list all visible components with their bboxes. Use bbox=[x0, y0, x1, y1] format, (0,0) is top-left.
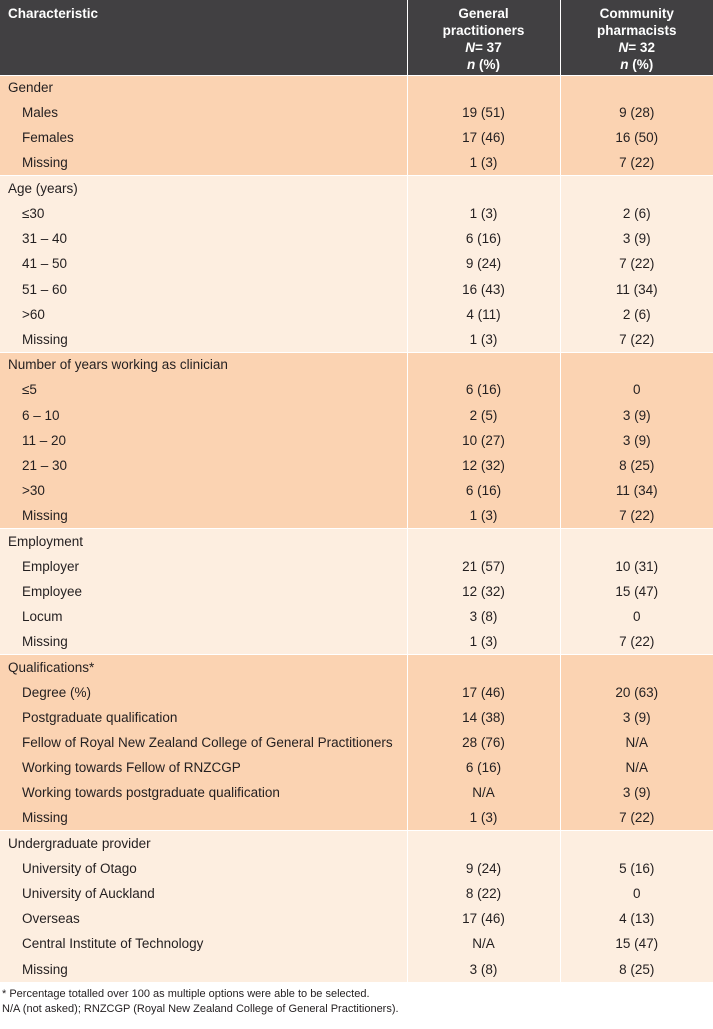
row-label: Degree (%) bbox=[0, 680, 407, 705]
gp-value-cell: 6 (16) bbox=[407, 755, 560, 780]
section-label: Employment bbox=[0, 528, 407, 553]
header-gp-pct-n: n bbox=[467, 57, 476, 72]
header-gp-line2: practitioners bbox=[442, 23, 525, 38]
row-label: 51 – 60 bbox=[0, 277, 407, 302]
cp-value-cell: 7 (22) bbox=[560, 151, 713, 176]
table-row bbox=[0, 302, 713, 327]
row-label: >60 bbox=[0, 302, 407, 327]
row-label: ≤30 bbox=[0, 201, 407, 226]
row-label: Employee bbox=[0, 579, 407, 604]
row-label: Working towards Fellow of RNZCGP bbox=[0, 755, 407, 780]
row-label: 6 – 10 bbox=[0, 402, 407, 427]
table-section-row bbox=[0, 352, 713, 377]
section-label: Undergraduate provider bbox=[0, 831, 407, 856]
table-section-row bbox=[0, 654, 713, 679]
gp-value-cell: 28 (76) bbox=[407, 730, 560, 755]
cp-value-cell: 11 (34) bbox=[560, 277, 713, 302]
cp-value-cell: 0 bbox=[560, 604, 713, 629]
cp-value-cell bbox=[560, 831, 713, 856]
row-label: ≤5 bbox=[0, 377, 407, 402]
header-characteristic-label: Characteristic bbox=[8, 6, 99, 21]
row-label: Postgraduate qualification bbox=[0, 705, 407, 730]
gp-value-cell: 3 (8) bbox=[407, 957, 560, 982]
cp-value-cell bbox=[560, 654, 713, 679]
gp-value-cell: 17 (46) bbox=[407, 906, 560, 931]
table-row bbox=[0, 931, 713, 956]
table-row bbox=[0, 730, 713, 755]
table-row bbox=[0, 125, 713, 150]
cp-value-cell: 2 (6) bbox=[560, 201, 713, 226]
table-row bbox=[0, 554, 713, 579]
cp-value-cell: N/A bbox=[560, 730, 713, 755]
cp-value-cell: 3 (9) bbox=[560, 226, 713, 251]
gp-value-cell: N/A bbox=[407, 931, 560, 956]
gp-value-cell: 1 (3) bbox=[407, 201, 560, 226]
gp-value-cell: 19 (51) bbox=[407, 100, 560, 125]
section-label: Age (years) bbox=[0, 176, 407, 201]
gp-value-cell bbox=[407, 75, 560, 100]
table-row bbox=[0, 151, 713, 176]
table-section-row bbox=[0, 831, 713, 856]
cp-value-cell: 7 (22) bbox=[560, 805, 713, 830]
header-cp-pct bbox=[569, 56, 706, 73]
row-label: Central Institute of Technology bbox=[0, 931, 407, 956]
table-row bbox=[0, 755, 713, 780]
cp-value-cell: 7 (22) bbox=[560, 503, 713, 528]
row-label: Missing bbox=[0, 629, 407, 654]
table-section-row bbox=[0, 176, 713, 201]
cp-value-cell: 10 (31) bbox=[560, 554, 713, 579]
table-row bbox=[0, 503, 713, 528]
row-label: Missing bbox=[0, 805, 407, 830]
cp-value-cell: 7 (22) bbox=[560, 327, 713, 352]
gp-value-cell: 6 (16) bbox=[407, 226, 560, 251]
row-label: Missing bbox=[0, 503, 407, 528]
row-label: Females bbox=[0, 125, 407, 150]
row-label: University of Auckland bbox=[0, 881, 407, 906]
footnote-asterisk: * Percentage totalled over 100 as multiple options were able to be selected. bbox=[2, 987, 370, 1000]
table-row bbox=[0, 428, 713, 453]
header-cp-n bbox=[569, 39, 706, 56]
table-row bbox=[0, 906, 713, 931]
section-label: Number of years working as clinician bbox=[0, 352, 407, 377]
section-label: Qualifications* bbox=[0, 654, 407, 679]
table-footnotes bbox=[0, 982, 713, 1017]
cp-value-cell: 15 (47) bbox=[560, 579, 713, 604]
gp-value-cell: 1 (3) bbox=[407, 805, 560, 830]
table-section-row bbox=[0, 75, 713, 100]
table-row bbox=[0, 478, 713, 503]
row-label: 41 – 50 bbox=[0, 251, 407, 276]
cp-value-cell: 0 bbox=[560, 377, 713, 402]
cp-value-cell: 15 (47) bbox=[560, 931, 713, 956]
gp-value-cell: 12 (32) bbox=[407, 453, 560, 478]
cp-value-cell: 3 (9) bbox=[560, 402, 713, 427]
table-row bbox=[0, 100, 713, 125]
table-row bbox=[0, 201, 713, 226]
table-row bbox=[0, 402, 713, 427]
row-label: Working towards postgraduate qualification bbox=[0, 780, 407, 805]
row-label: Employer bbox=[0, 554, 407, 579]
cp-value-cell: 9 (28) bbox=[560, 100, 713, 125]
gp-value-cell: 14 (38) bbox=[407, 705, 560, 730]
cp-value-cell: 8 (25) bbox=[560, 453, 713, 478]
gp-value-cell bbox=[407, 528, 560, 553]
cp-value-cell: 7 (22) bbox=[560, 251, 713, 276]
cp-value-cell: N/A bbox=[560, 755, 713, 780]
row-label: Missing bbox=[0, 327, 407, 352]
row-label: Missing bbox=[0, 957, 407, 982]
header-cp-line2: pharmacists bbox=[596, 23, 677, 38]
footnote-abbreviations: N/A (not asked); RNZCGP (Royal New Zealand College of General Practitioners). bbox=[2, 1002, 399, 1015]
table-row bbox=[0, 251, 713, 276]
cp-value-cell: 7 (22) bbox=[560, 629, 713, 654]
row-label: University of Otago bbox=[0, 856, 407, 881]
row-label: Missing bbox=[0, 151, 407, 176]
gp-value-cell: N/A bbox=[407, 780, 560, 805]
table-row bbox=[0, 226, 713, 251]
table-row bbox=[0, 881, 713, 906]
row-label: Overseas bbox=[0, 906, 407, 931]
section-label: Gender bbox=[0, 75, 407, 100]
cp-value-cell bbox=[560, 176, 713, 201]
row-label: 21 – 30 bbox=[0, 453, 407, 478]
table-row bbox=[0, 277, 713, 302]
header-gp-pct bbox=[416, 56, 552, 73]
table-section-row bbox=[0, 528, 713, 553]
header-cp-line1: Community bbox=[599, 6, 674, 21]
gp-value-cell: 8 (22) bbox=[407, 881, 560, 906]
gp-value-cell: 17 (46) bbox=[407, 680, 560, 705]
cp-value-cell: 16 (50) bbox=[560, 125, 713, 150]
row-label: Males bbox=[0, 100, 407, 125]
row-label: Locum bbox=[0, 604, 407, 629]
gp-value-cell: 2 (5) bbox=[407, 402, 560, 427]
cp-value-cell: 3 (9) bbox=[560, 780, 713, 805]
header-gp-n-value: = 37 bbox=[475, 40, 502, 55]
gp-value-cell: 1 (3) bbox=[407, 327, 560, 352]
gp-value-cell: 1 (3) bbox=[407, 151, 560, 176]
cp-value-cell: 0 bbox=[560, 881, 713, 906]
row-label: Fellow of Royal New Zealand College of General Practitioners bbox=[0, 730, 407, 755]
table-row bbox=[0, 453, 713, 478]
table-row bbox=[0, 780, 713, 805]
gp-value-cell: 21 (57) bbox=[407, 554, 560, 579]
header-cp-pct-n: n bbox=[620, 57, 629, 72]
gp-value-cell: 1 (3) bbox=[407, 629, 560, 654]
gp-value-cell: 6 (16) bbox=[407, 377, 560, 402]
table-row bbox=[0, 705, 713, 730]
gp-value-cell bbox=[407, 352, 560, 377]
gp-value-cell: 9 (24) bbox=[407, 856, 560, 881]
table-header-row bbox=[0, 0, 713, 75]
table-row bbox=[0, 579, 713, 604]
cp-value-cell bbox=[560, 528, 713, 553]
cp-value-cell: 3 (9) bbox=[560, 705, 713, 730]
table-row bbox=[0, 805, 713, 830]
cp-value-cell: 5 (16) bbox=[560, 856, 713, 881]
table-body bbox=[0, 75, 713, 982]
gp-value-cell bbox=[407, 176, 560, 201]
header-cp-n-value: = 32 bbox=[628, 40, 655, 55]
table-row bbox=[0, 856, 713, 881]
header-characteristic bbox=[0, 0, 407, 75]
gp-value-cell: 10 (27) bbox=[407, 428, 560, 453]
cp-value-cell: 8 (25) bbox=[560, 957, 713, 982]
row-label: >30 bbox=[0, 478, 407, 503]
cp-value-cell: 20 (63) bbox=[560, 680, 713, 705]
header-cp-pct-label: (%) bbox=[628, 57, 654, 72]
gp-value-cell: 12 (32) bbox=[407, 579, 560, 604]
header-gp-line1: General bbox=[458, 6, 509, 21]
gp-value-cell: 3 (8) bbox=[407, 604, 560, 629]
cp-value-cell bbox=[560, 75, 713, 100]
cp-value-cell: 4 (13) bbox=[560, 906, 713, 931]
gp-value-cell: 4 (11) bbox=[407, 302, 560, 327]
cp-value-cell: 2 (6) bbox=[560, 302, 713, 327]
gp-value-cell: 6 (16) bbox=[407, 478, 560, 503]
cp-value-cell: 3 (9) bbox=[560, 428, 713, 453]
row-label: 31 – 40 bbox=[0, 226, 407, 251]
row-label: 11 – 20 bbox=[0, 428, 407, 453]
cp-value-cell bbox=[560, 352, 713, 377]
header-gp-n bbox=[416, 39, 552, 56]
cp-value-cell: 11 (34) bbox=[560, 478, 713, 503]
header-gp-n-label: N bbox=[465, 40, 476, 55]
gp-value-cell: 16 (43) bbox=[407, 277, 560, 302]
gp-value-cell bbox=[407, 654, 560, 679]
table-row bbox=[0, 680, 713, 705]
gp-value-cell bbox=[407, 831, 560, 856]
header-community-pharmacists bbox=[560, 0, 713, 75]
table-row bbox=[0, 604, 713, 629]
header-general-practitioners bbox=[407, 0, 560, 75]
gp-value-cell: 17 (46) bbox=[407, 125, 560, 150]
table-row bbox=[0, 327, 713, 352]
gp-value-cell: 9 (24) bbox=[407, 251, 560, 276]
table-row bbox=[0, 629, 713, 654]
table-row bbox=[0, 957, 713, 982]
header-cp-n-label: N bbox=[618, 40, 629, 55]
gp-value-cell: 1 (3) bbox=[407, 503, 560, 528]
table-row bbox=[0, 377, 713, 402]
header-gp-pct-label: (%) bbox=[475, 57, 500, 72]
